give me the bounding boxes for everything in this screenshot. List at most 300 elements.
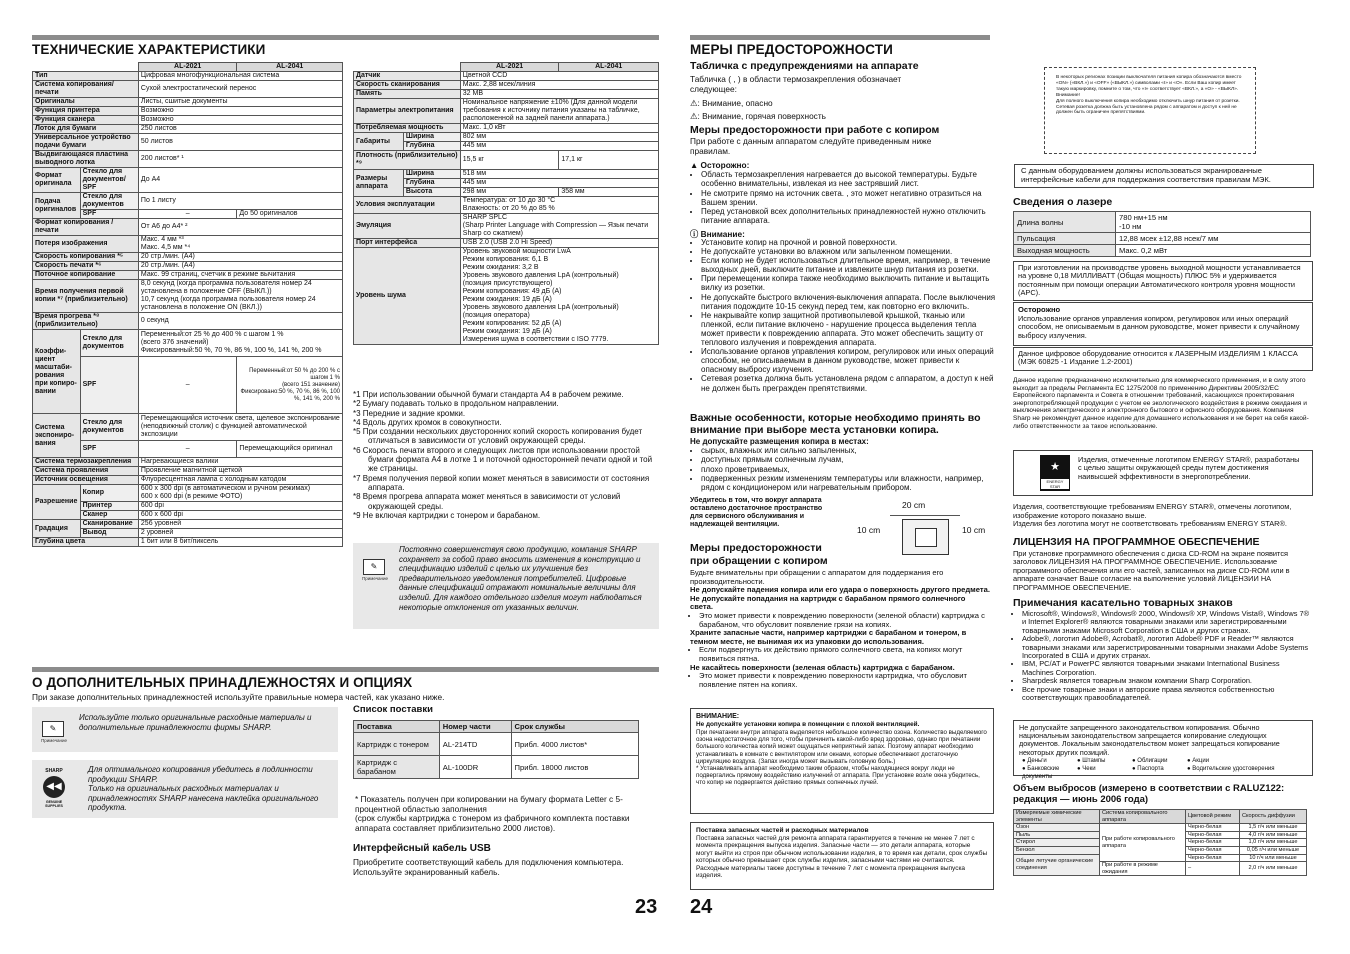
spec-sublabel: Высота bbox=[403, 188, 460, 197]
list-item: • Все прочие товарные знаки и авторские права являются собственностью соответствующих правообладателей. bbox=[1022, 686, 1313, 703]
spec-label: Габариты bbox=[354, 133, 404, 151]
illegal-item: ● Чеки bbox=[1077, 766, 1096, 772]
list-item: • подверженных резким изменениям температуры или влажности, например, рядом с кондиционером или нагревательным прибором. bbox=[701, 474, 992, 493]
genuine-circle-icon: ◀◀ bbox=[43, 776, 65, 798]
spec-value: Листы, сшитые документы bbox=[138, 98, 342, 107]
spec-value: – bbox=[138, 357, 237, 414]
footnote: *8 Время прогрева аппарата может меняться в зависимости от условий окружающей среды. bbox=[353, 492, 621, 511]
table-row bbox=[33, 81, 343, 98]
spec-value: 298 мм bbox=[460, 188, 559, 197]
emission-table bbox=[1013, 809, 1307, 876]
table-row bbox=[354, 72, 659, 81]
list-item: • доступных прямым солнечным лучам, bbox=[701, 455, 992, 464]
list-item: • Перед установкой всех дополнительных принадлежностей нужно отключить питание аппарата. bbox=[701, 207, 996, 226]
spec-label: Функция принтера bbox=[33, 107, 139, 116]
laser-title: Сведения о лазере bbox=[1013, 196, 1113, 208]
list-item: • При перемещении копира также необходимо выключить питание и вытащить вилку из розетки. bbox=[701, 274, 996, 292]
table-row bbox=[1014, 824, 1307, 832]
spec-sublabel: Ширина bbox=[403, 133, 460, 142]
spec-sublabel: Вывод bbox=[80, 529, 138, 538]
supply-note: * Показатель получен при копировании на бумагу формата Letter с 5-процентной областью заполнения (срок службы картриджа с тонером из фабричного комплекта поставки аппарата составляет приблизительно 2000 листов). bbox=[355, 794, 630, 833]
table-row bbox=[1014, 233, 1311, 245]
footnote: *7 Время получения первой копии может меняться в зависимости от состояния аппарата. bbox=[353, 473, 650, 492]
spec-value: 250 листов bbox=[138, 125, 342, 134]
table-row bbox=[33, 476, 343, 485]
illegal-copy-text: Не допускайте запрещенного законодательством копирования. Обычно национальным законодательством запрещается копирование следующих документов. Локальным законодательством может запрещаться копирование некоторых других позиций. bbox=[1019, 723, 1280, 757]
emission-head: Измеряемые химические элементы bbox=[1014, 810, 1100, 824]
license-text: При установке программного обеспечения с диска CD-ROM на экране появится заголовок ЛИЦЕНЗИЯ НА ПРОГРАММНОЕ ОБЕСПЕЧЕНИЕ. Использование программного обеспечения или его частей, записанных на диске CD-ROM или в аппарате означает Ваше согласие на выполнение условий ЛИЦЕНЗИИ НА ПРОГРАММНОЕ ОБЕСПЕЧЕНИЕ. bbox=[1013, 549, 1290, 592]
spec-label: Функция сканера bbox=[33, 116, 139, 125]
spec-value: Макс. 99 страниц, счетчик в режиме вычитания bbox=[138, 271, 342, 280]
spec-sublabel: Стекло для документов/ SPF bbox=[80, 168, 138, 193]
laser-label: Выходная мощность bbox=[1014, 245, 1116, 257]
warning-text: : Внимание, опасно bbox=[697, 98, 773, 108]
genuine-note-text: Для оптимального копирования убедитесь в подлинности продукции SHARP. Только на оригинальных расходных материалах и принадлежностях SHARP нанесена наклейка оригинального продукта. bbox=[88, 765, 319, 813]
consumables-text: Будьте внимательны при обращении с аппаратом для поддержания его производительности. bbox=[690, 568, 944, 586]
spec-value: До 50 оригиналов bbox=[237, 210, 343, 219]
table-row bbox=[33, 313, 343, 330]
laser-table bbox=[1013, 211, 1311, 257]
dim-top: 20 cm bbox=[902, 500, 926, 510]
table-row bbox=[33, 72, 343, 81]
spec-label: Размеры аппарата bbox=[354, 170, 404, 197]
placement-sub: Не допускайте размещения копира в местах: bbox=[690, 437, 869, 446]
supply-list-title: Список поставки bbox=[353, 704, 433, 715]
table-row bbox=[1014, 212, 1311, 233]
laser-value: 12,88 мсек ±12,88 нсек/7 мм bbox=[1116, 233, 1311, 245]
illegal-copy-box bbox=[1013, 720, 1313, 780]
emission-mode: Черно-белая bbox=[1186, 854, 1240, 862]
illegal-item: ● Деньги bbox=[1022, 758, 1047, 764]
spec-label: Оригиналы bbox=[33, 98, 139, 107]
consumables-bold: Не допускайте падения копира или его удара о поверхность другого предмета. bbox=[690, 585, 990, 595]
copier-precautions-title: Меры предосторожности при работе с копиром bbox=[690, 124, 940, 136]
spec-value: – bbox=[138, 210, 237, 219]
spec-label: Формат оригинала bbox=[33, 168, 81, 193]
footnote: *5 При создании нескольких двусторонних копий скорость копирования будет отличаться в зависимости от условий окружающей среды. bbox=[353, 427, 643, 446]
spec-value: По 1 листу bbox=[138, 193, 342, 210]
spec-head-model1: AL-2021 bbox=[460, 63, 559, 72]
spec-value: 445 мм bbox=[460, 179, 658, 188]
table-row bbox=[33, 236, 343, 253]
spec-value: Цифровая многофункциональная система bbox=[138, 72, 342, 81]
section-rule bbox=[32, 667, 659, 672]
shield-note-text: С данным оборудованием должны использоваться экранированные интерфейсные кабели для поддержания соответствия правилам МЭК. bbox=[1021, 166, 1271, 184]
spec-label: Скорость сканирования bbox=[354, 81, 461, 90]
laser-value: Макс. 0,2 мВт bbox=[1116, 245, 1311, 257]
parts-head: Поставка запасных частей и расходных материалов bbox=[696, 827, 869, 834]
spec-sublabel: Глубина bbox=[403, 179, 460, 188]
emission-head: Цветовой режим bbox=[1186, 810, 1240, 824]
table-row bbox=[33, 253, 343, 262]
spec-label: Скорость копирования *⁵ bbox=[33, 253, 139, 262]
illegal-item: ● Банковские документы bbox=[1022, 766, 1060, 780]
energy-logo-text: ENERGY STAR bbox=[1041, 479, 1069, 489]
table-row bbox=[33, 134, 343, 151]
table-row bbox=[354, 214, 659, 239]
laser-class-text: Данное цифровое оборудование относится к ЛАЗЕРНЫМ ИЗДЕЛИЯМ 1 КЛАССА (МЭК 60825 -1 Издание 1.2-2001) bbox=[1018, 349, 1298, 367]
spec-value: 15,5 кг bbox=[460, 151, 559, 170]
spec-sublabel: Копир bbox=[80, 485, 138, 502]
copier-precautions-text: При работе с данным аппаратом следуйте приведенным ниже правилам. bbox=[690, 136, 932, 156]
spec-value: 50 листов bbox=[138, 134, 342, 151]
spec-label: Датчик bbox=[354, 72, 461, 81]
spec-value: Переменный:от 50 % до 200 % с шагом 1 % (всего 151 значение) Фиксировано:50 %, 70 %, 86 %, 100 %, 141 %, 200 % bbox=[237, 357, 343, 414]
supply-cell: AL-100DR bbox=[439, 756, 511, 779]
logo-text: GENUINE SUPPLIES bbox=[45, 800, 63, 808]
list-item: • Не допускайте быстрого включения-выключения аппарата. После выключения питания подождите 10-15 секунд перед тем, как повторно его включить. bbox=[701, 293, 996, 311]
list-item: • Область термозакрепления нагревается до высокой температуры. Будьте особенно внимательны, извлекая из нее застрявший лист. bbox=[701, 170, 996, 189]
spec-label: Лоток для бумаги bbox=[33, 125, 139, 134]
footnote: *1 При использовании обычной бумаги стандарта А4 в рабочем режиме. bbox=[353, 390, 624, 399]
attention-list bbox=[692, 238, 996, 393]
table-row bbox=[354, 239, 659, 248]
spec-sublabel: SPF bbox=[80, 357, 138, 414]
spec-value: 1 бит или 8 бит/пиксель bbox=[138, 538, 342, 547]
spec-value: 802 мм bbox=[460, 133, 658, 142]
emission-mode: Черно-белая bbox=[1186, 831, 1240, 839]
footnote: *6 Скорость печати второго и следующих листов при использовании простой бумаги формата А4 в лотке 1 и поточной односторонней печати одной и той же страницы. bbox=[353, 445, 653, 474]
spec-value: 0 секунд bbox=[138, 313, 342, 330]
spec-sublabel: Сканер bbox=[80, 511, 138, 520]
power-note-text: В некоторых регионах позиции выключателя питания копира обозначаются вместо «ON» («ВКЛ.») и «OFF» («ВЫКЛ.») символами «I» и «O». Если Ваш копир имеет такую маркировку, помните о том, что «I» соответствует «ВКЛ.», а «O» - «ВЫКЛ». Внимание! Для полного выключения копира необходимо отключить шнур питания от розетки. Сетевая розетка должна быть установлена рядом с аппаратом и доступ к ней не должен быть ограничен препятствиями. bbox=[1056, 75, 1242, 116]
table-row bbox=[354, 197, 659, 214]
page-number: 23 bbox=[635, 896, 658, 918]
accessories-note-text: Используйте только оригинальные расходные материалы и дополнительные принадлежности фирмы SHARP. bbox=[79, 713, 312, 732]
trademark-title: Примечания касательно товарных знаков bbox=[1013, 597, 1233, 609]
accessories-intro: При заказе дополнительных принадлежностей используйте правильные номера частей, как указано ниже. bbox=[32, 692, 445, 702]
energy-box bbox=[1013, 450, 1313, 496]
footnote: *9 Не включая картриджи с тонером и барабаном. bbox=[353, 510, 541, 520]
clearance-diagram bbox=[852, 497, 997, 562]
spec-value: Температура: от 10 до 30 °C Влажность: от 20 % до 85 % bbox=[460, 197, 658, 214]
table-row bbox=[33, 271, 343, 280]
trademark-list bbox=[1013, 610, 1313, 702]
power-note-box bbox=[1044, 67, 1256, 154]
footnote: *3 Передние и задние кромки. bbox=[353, 408, 466, 418]
illegal-item: ● Паспорта bbox=[1132, 766, 1164, 772]
emission-chem: Общие летучие органические соединения bbox=[1014, 854, 1100, 876]
accessories-title: О ДОПОЛНИТЕЛЬНЫХ ПРИНАДЛЕЖНОСТЯХ И ОПЦИЯХ bbox=[32, 675, 413, 690]
list-item: • плохо проветриваемых, bbox=[701, 465, 992, 474]
spec-value: Возможно bbox=[138, 116, 342, 125]
illegal-item: ● Штампы bbox=[1077, 758, 1106, 764]
spec-label: Потеря изображения bbox=[33, 236, 139, 253]
energy-text: Изделия, отмеченные логотипом ENERGY STAR®, разработаны с целью защиты окружающей среды путем достижения наивысшей эффективности в энергопотреблении. bbox=[1078, 455, 1300, 481]
spec-value: 20 стр./мин. (А4) bbox=[138, 253, 342, 262]
space-text: Убедитесь в том, что вокруг аппарата оставлено достаточное пространство для сервисного обслуживания и надлежащей вентиляции. bbox=[690, 497, 823, 528]
illegal-item: ● Водительские удостоверения bbox=[1187, 766, 1275, 772]
spec-label: Система термозакрепления bbox=[33, 458, 139, 467]
spec-value: Флуоресцентная лампа с холодным катодом bbox=[138, 476, 342, 485]
list-item: • IBM, PC/AT и PowerPC являются товарными знаками International Business Machines Corporation. bbox=[1022, 660, 1313, 677]
supply-cell: AL-214TD bbox=[439, 733, 511, 756]
spec-label: Система копирования/ печати bbox=[33, 81, 139, 98]
emission-head: Система копировального аппарата bbox=[1100, 810, 1186, 824]
laser-label: Пульсация bbox=[1014, 233, 1116, 245]
emission-system: При работе в режиме ожидания bbox=[1100, 862, 1186, 876]
table-row bbox=[33, 219, 343, 236]
commercial-note: Данное изделие предназначено исключительно для коммерческого применения, и в силу этого выходит за пределы Регламента ЕС 1275/2008 по применению Директивы 2005/32/ЕС Европейского парламента и Совета в отношении требований, касающихся проектирования энергопотребляющей продукции с учетом ее экологического воздействия в режиме ожидания и выключения электрического и электронного бытового и офисного оборудования. Компания Sharp не рекомендует данное изделие для домашнего использования и не берет на себя какой-либо ответственности за такое использование. bbox=[1013, 377, 1309, 430]
spec-label: Эмуляция bbox=[354, 214, 461, 239]
laser-label: Длина волны bbox=[1014, 212, 1116, 233]
license-title: ЛИЦЕНЗИЯ НА ПРОГРАММНОЕ ОБЕСПЕЧЕНИЕ bbox=[1013, 536, 1260, 548]
spec-value: 8,0 секунд (когда программа пользователя номер 24 установлена в положение OFF (ВЫКЛ.)) 10,7 секунд (когда программа пользователя номер 24 установлена в положение ON (ВКЛ.)) bbox=[138, 280, 342, 313]
consumables-bold: Храните запасные части, например картриджи с барабаном и тонером, в темном месте, не вынимая их из упаковки до использования. bbox=[690, 628, 967, 646]
list-item: • Не накрывайте копир защитной противопылевой крышкой, тканью или пленкой, если питание включено - нарушение процесса выделения тепла может привести к повреждению аппарата. Это может обеспечить защиту от теплового излучения и повреждения аппарата. bbox=[701, 311, 996, 347]
illegal-item: ● Акции bbox=[1187, 758, 1210, 764]
ventilation-head: ВНИМАНИЕ: bbox=[696, 713, 740, 720]
spec-label: Формат копирования / печати bbox=[33, 219, 139, 236]
spec-value: 358 мм bbox=[559, 188, 659, 197]
spec-label: Потребляемая мощность bbox=[354, 124, 461, 133]
spec-value: 2 уровней bbox=[138, 529, 342, 538]
laser-class-box bbox=[1013, 347, 1313, 371]
specs-title: ТЕХНИЧЕСКИЕ ХАРАКТЕРИСТИКИ bbox=[32, 42, 266, 57]
label-warning-title: Табличка с предупреждениями на аппарате bbox=[690, 60, 919, 72]
note-icon: ✎ bbox=[42, 721, 64, 737]
energy-note: Изделия, соответствующие требованиям ENERGY STAR®, отмечены логотипом, изображение которого показано выше. Изделия без логотипа могут не соответствовать требованиям ENERGY STAR®. bbox=[1013, 502, 1292, 529]
spec-value: До А4 bbox=[138, 168, 342, 193]
emission-mode: Черно-белая bbox=[1186, 846, 1240, 854]
table-row bbox=[354, 124, 659, 133]
spec-head-model2: AL-2041 bbox=[559, 63, 659, 72]
spec-label: Параметры электропитания bbox=[354, 99, 461, 124]
table-row bbox=[33, 262, 343, 271]
spec-label: Поточное копирование bbox=[33, 271, 139, 280]
spec-sublabel: SPF bbox=[80, 441, 138, 458]
warning-row-danger bbox=[690, 98, 773, 108]
warning-row-hot bbox=[690, 111, 826, 121]
spec-label: Система проявления bbox=[33, 467, 139, 476]
emission-system: При работе копировального аппарата bbox=[1100, 824, 1186, 862]
list-item: • сырых, влажных или сильно запыленных, bbox=[701, 446, 992, 455]
emission-head: Скорость диффузии bbox=[1240, 810, 1307, 824]
consumables-title: Меры предосторожности при обращении с копиром bbox=[690, 542, 828, 567]
table-row bbox=[33, 98, 343, 107]
supply-head: Поставка bbox=[354, 721, 440, 733]
spec-label: Условия эксплуатации bbox=[354, 197, 461, 214]
spec-value: 600 x 300 dpi (в автоматическом и ручном режимах) 600 x 600 dpi (в режиме ФОТО) bbox=[138, 485, 342, 502]
emission-mode: Черно-белая bbox=[1186, 839, 1240, 847]
note-text: Постоянно совершенствуя свою продукцию, компания SHARP сохраняет за собой право вносить изменения в конструкцию и спецификацию изделий с целью их улучшения без предварительного уведомления потребителей. Цифровые данные спецификаций отражают номинальные величины для изделий. Для каждого отдельного изделия могут наблюдаться некоторые отклонения от указанных величин. bbox=[399, 545, 642, 612]
spec-value: Возможно bbox=[138, 107, 342, 116]
spec-label: Универсальное устройство подачи бумаги bbox=[33, 134, 139, 151]
section-rule bbox=[32, 35, 659, 40]
list-item: • Microsoft®, Windows®, Windows® 2000, Windows® XP, Windows Vista®, Windows 7® и Internet Explorer® являются товарными знаками или зарегистрированными товарными знаками Microsoft Corporation в США и других странах. bbox=[1022, 610, 1313, 635]
note-label: Примечание bbox=[41, 738, 68, 743]
emission-rate: 10 г/ч или меньше bbox=[1240, 854, 1307, 862]
emission-rate: 1,5 г/ч или меньше bbox=[1240, 824, 1307, 832]
list-item: • Сетевая розетка должна быть установлена рядом с аппаратом, а доступ к ней не должен быть прегражден препятствиями. bbox=[701, 374, 996, 392]
label-warning-text: Табличка ( , ) в области термозакрепления обозначает следующее: bbox=[690, 74, 902, 94]
emission-rate: 1,0 г/ч или меньше bbox=[1240, 839, 1307, 847]
list-item: • Если копир не будет использоваться длительное время, например, в течение выходных дней, выключите питание и извлеките шнур питания из розетки. bbox=[701, 256, 996, 274]
spec-value: Перемещающийся оригинал bbox=[237, 441, 343, 458]
list-item: • Не допускайте установки во влажном или запыленном помещении. bbox=[701, 247, 996, 256]
list-item: • Если подвергнуть их действию прямого солнечного света, на копиях могут появиться пятна. bbox=[699, 646, 990, 663]
spec-label: Уровень шума bbox=[354, 248, 461, 345]
list-item: • Не смотрите прямо на источник света. , это может негативно отразиться на Вашем зрении. bbox=[701, 189, 996, 208]
note-label: Примечание bbox=[362, 576, 389, 581]
spec-value: 200 листов* ¹ bbox=[138, 151, 342, 168]
table-row bbox=[1014, 245, 1311, 257]
spec-value: 518 мм bbox=[460, 170, 658, 179]
section-rule bbox=[690, 35, 990, 40]
accessories-note-box bbox=[32, 707, 338, 752]
emission-rate: 0,05 г/ч или меньше bbox=[1240, 846, 1307, 854]
spec-value: 20 стр./мин. (А4) bbox=[138, 262, 342, 271]
placement-title: Важные особенности, которые необходимо принять во внимание при выборе места установки копира. bbox=[690, 412, 981, 436]
spec-value: Проявление магнитной щеткой bbox=[138, 467, 342, 476]
usb-title: Интерфейсный кабель USB bbox=[353, 843, 491, 854]
table-row bbox=[354, 81, 659, 90]
spec-label: Система экспониро- вания bbox=[33, 414, 81, 458]
caution2-text: Использование органов управления копиром, регулировок или иных операций способом, не описываемым в данном руководстве, может привести к случайному выбросу излучения. bbox=[1018, 314, 1300, 340]
spec-value: Сухой электростатический перенос bbox=[138, 81, 342, 98]
list-item: • Использование органов управления копиром, регулировок или иных операций способом, не описываемым в данном руководстве, может привести к опасному выбросу излучения. bbox=[701, 347, 996, 374]
attention-label: Внимание: bbox=[700, 229, 745, 239]
emission-mode: – bbox=[1186, 862, 1240, 876]
energy-star-logo: ★ ENERGY STAR bbox=[1040, 455, 1070, 491]
supply-cell: Прибл. 4000 листов* bbox=[511, 733, 638, 756]
danger-triangle-icon: ⚠ bbox=[690, 98, 698, 108]
caution-triangle-icon: ▲ bbox=[690, 160, 699, 170]
emission-chem: Бензол bbox=[1014, 846, 1100, 854]
emission-title: Объем выбросов (измерено в соответствии с RALUZ122: редакция — июнь 2006 года) bbox=[1013, 783, 1285, 805]
spec-value: SHARP SPLC (Sharp Printer Language with Compression — Язык печати Sharp со сжатием) bbox=[460, 214, 658, 239]
parts-box bbox=[690, 822, 994, 890]
spec-head-model2: AL-2041 bbox=[237, 63, 343, 72]
dim-left: 10 cm bbox=[857, 525, 881, 535]
spec-label: Градация bbox=[33, 520, 81, 538]
table-row bbox=[33, 280, 343, 313]
spec-label: Разрешение bbox=[33, 485, 81, 520]
supply-head: Номер части bbox=[439, 721, 511, 733]
list-item: • Установите копир на прочной и ровной поверхности. bbox=[701, 238, 996, 247]
spec-label: Источник освещения bbox=[33, 476, 139, 485]
spec-label: Тип bbox=[33, 72, 139, 81]
footnotes bbox=[353, 390, 659, 520]
table-row bbox=[33, 458, 343, 467]
spec-value: Нагревающиеся валики bbox=[138, 458, 342, 467]
table-row bbox=[33, 107, 343, 116]
list-item: • Adobe®, логотип Adobe®, Acrobat®, логотип Adobe® PDF и Reader™ являются товарными знаками или зарегистрированными товарными знаками Adobe Systems Incorporated в США и других странах. bbox=[1022, 635, 1313, 660]
spec-value: Цветной CCD bbox=[460, 72, 658, 81]
ventilation-text: При печатании внутри аппарата выделяется небольшое количество озона. Количество выделяемого озона недостаточное для того, чтобы причинить какой-либо вред здоровью, однако при печатании большого количества копий может ощущаться неприятный запах. Поэтому аппарат необходимо устанавливать в комнате с вентилятором или окнами, которые обеспечивают достаточную циркуляцию воздуха. (Запах иногда может вызывать головную боль.) * Устанавливать аппарат необходимо таким образом, чтобы находящиеся вокруг люди не подвергались прямому воздействию излучений от аппарата. При установке возле окна убедитесь, что копир не подвергается действию прямых солнечных лучей. bbox=[696, 729, 987, 787]
laser-note-box bbox=[1013, 261, 1313, 301]
spec-value: Макс. 2,88 мсек/линия bbox=[460, 81, 658, 90]
supply-cell: Прибл. 18000 листов bbox=[511, 756, 638, 779]
footnote: *2 Бумагу подавать только в продольном направлении. bbox=[353, 399, 559, 409]
spec-label: Подача оригиналов bbox=[33, 193, 81, 219]
spec-value: Номинальное напряжение ±10% (Для данной модели требования к источнику питания указаны на табличке, расположенной на задней панели аппарата.) bbox=[460, 99, 658, 124]
list-item: • Sharpdesk является товарным знаком компании Sharp Corporation. bbox=[1022, 677, 1313, 685]
caution-head bbox=[690, 160, 749, 170]
table-row bbox=[354, 733, 639, 756]
precautions-title: МЕРЫ ПРЕДОСТОРОЖНОСТИ bbox=[690, 42, 893, 57]
spec-value: Перемещающийся источник света, щелевое экспонирование (неподвижный столик) с функцией автоматической экспозиции bbox=[138, 414, 342, 441]
spec-sublabel: Стекло для документов bbox=[80, 193, 138, 210]
laser-value: 780 нм+15 нм -10 нм bbox=[1116, 212, 1311, 233]
note-box bbox=[353, 543, 659, 629]
spec-value: 32 MB bbox=[460, 90, 658, 99]
supply-cell: Картридж с тонером bbox=[354, 733, 440, 756]
illegal-items bbox=[1022, 757, 1307, 781]
table-row bbox=[33, 467, 343, 476]
emission-rate: 4,0 г/ч или меньше bbox=[1240, 831, 1307, 839]
specs-table-2 bbox=[353, 62, 659, 345]
spec-label: Время получения первой копии *⁷ (приблизительно) bbox=[33, 280, 139, 313]
spec-label: Выдвигающаяся пластина выводного лотка bbox=[33, 151, 139, 168]
usb-text: Приобретите соответствующий кабель для подключения компьютера. Используйте экранированный кабель. bbox=[353, 857, 624, 877]
consumables-bold: Не допускайте попадания на картридж с барабаном прямого солнечного света. bbox=[690, 593, 966, 612]
specs-table bbox=[32, 62, 343, 547]
table-row bbox=[33, 151, 343, 168]
genuine-note-box bbox=[32, 760, 338, 818]
spec-sublabel: SPF bbox=[80, 210, 138, 219]
parts-text: Поставка запасных частей для ремонта аппарата гарантируется в течение не менее 7 лет с момента прекращения выпуска изделия. Запасные части — это детали аппарата, которые могут выйти из строя при обычном использовании изделия, в то время как детали, срок службы которых обычно превышает срок службы изделия, запасными частями не считаются. Расходные материалы также доступны в течение 7 лет с момента прекращения выпуска изделия. bbox=[696, 835, 988, 880]
spec-value: 600 x 600 dpi bbox=[138, 511, 342, 520]
list-item: • Это может привести к повреждению поверхности картриджа, что обусловит появление пятен на копиях. bbox=[699, 672, 990, 689]
emission-rate: 2,0 г/ч или меньше bbox=[1240, 862, 1307, 876]
spec-label: Скорость печати *⁶ bbox=[33, 262, 139, 271]
sharp-genuine-logo bbox=[40, 768, 68, 808]
caution-list bbox=[692, 170, 996, 226]
emission-chem: Пыль bbox=[1014, 831, 1100, 839]
footnote: *4 Вдоль других кромок в совокупности. bbox=[353, 417, 502, 427]
consumables-block bbox=[690, 569, 990, 689]
caution2-box bbox=[1013, 302, 1313, 346]
emission-mode: Черно-белая bbox=[1186, 824, 1240, 832]
table-row bbox=[33, 116, 343, 125]
attention-circle-icon: ⓘ bbox=[690, 229, 699, 239]
spec-value: 445 мм bbox=[460, 142, 658, 151]
spec-head-model1: AL-2021 bbox=[138, 63, 237, 72]
dim-right: 10 cm bbox=[962, 525, 986, 535]
hot-surface-icon: ⚠ bbox=[690, 111, 698, 121]
spec-value: – bbox=[138, 441, 237, 458]
illegal-item: ● Облигации bbox=[1132, 758, 1168, 764]
table-row bbox=[354, 756, 639, 779]
spec-value: 600 dpi bbox=[138, 502, 342, 511]
emission-chem: Стирол bbox=[1014, 839, 1100, 847]
spec-sublabel: Сканирование bbox=[80, 520, 138, 529]
spec-value: От А6 до А4* ² bbox=[138, 219, 342, 236]
laser-note-text: При изготовлении на производстве уровень выходной мощности устанавливается на уровне 0,18 МИЛЛИВАТТ (Общая мощность) ПЛЮС 5% и удерживается постоянным при помощи операции Автоматического контроля уровня мощности (APC). bbox=[1018, 263, 1301, 298]
supply-table bbox=[353, 720, 639, 779]
spec-label: Глубина цвета bbox=[33, 538, 139, 547]
spec-label: Порт интерфейса bbox=[354, 239, 461, 248]
spec-label: Плотность (приблизительно) *⁹ bbox=[354, 151, 461, 170]
caution-label: Осторожно: bbox=[700, 160, 750, 170]
ventilation-sub: Не допускайте установки копира в помещении с плохой вентиляцией. bbox=[696, 721, 920, 728]
table-row bbox=[354, 90, 659, 99]
spec-sublabel: Принтер bbox=[80, 502, 138, 511]
supply-head: Срок службы bbox=[511, 721, 638, 733]
spec-value: Макс. 4 мм *³ Макс. 4,5 мм *⁴ bbox=[138, 236, 342, 253]
spec-value: Уровень звуковой мощности LwA Режим копирования: 6,1 В Режим ожидания: 3,2 В Уровень звукового давления LpA (контрольный) (позиция присутствующего) Режим копирования: 49 дБ (А) Режим ожидания: 19 дБ (А) Уровень звукового давления LpA (контрольный) (позиция оператора) Режим копирования: 52 дБ (А) Режим ожидания: 19 дБ (А) Измерения шума в соответствии с ISO 7779. bbox=[460, 248, 658, 345]
list-item: • Это может привести к повреждению поверхности (зеленой области) картриджа с барабаном, что обусловит появление грязи на копиях. bbox=[699, 612, 990, 629]
spec-sublabel: Ширина bbox=[403, 170, 460, 179]
note-icon: ✎ bbox=[363, 559, 385, 575]
spec-sublabel: Глубина bbox=[403, 142, 460, 151]
emission-chem: Озон bbox=[1014, 824, 1100, 832]
consumables-bold: Не касайтесь поверхности (зеленая область) картриджа с барабаном. bbox=[690, 662, 955, 672]
spec-value: Переменный:от 25 % до 400 % с шагом 1 % (всего 376 значений) Фиксированный:50 %, 70 %, 86 %, 100 %, 141 %, 200 % bbox=[138, 330, 342, 357]
spec-label: Память bbox=[354, 90, 461, 99]
supply-cell: Картридж с барабаном bbox=[354, 756, 440, 779]
